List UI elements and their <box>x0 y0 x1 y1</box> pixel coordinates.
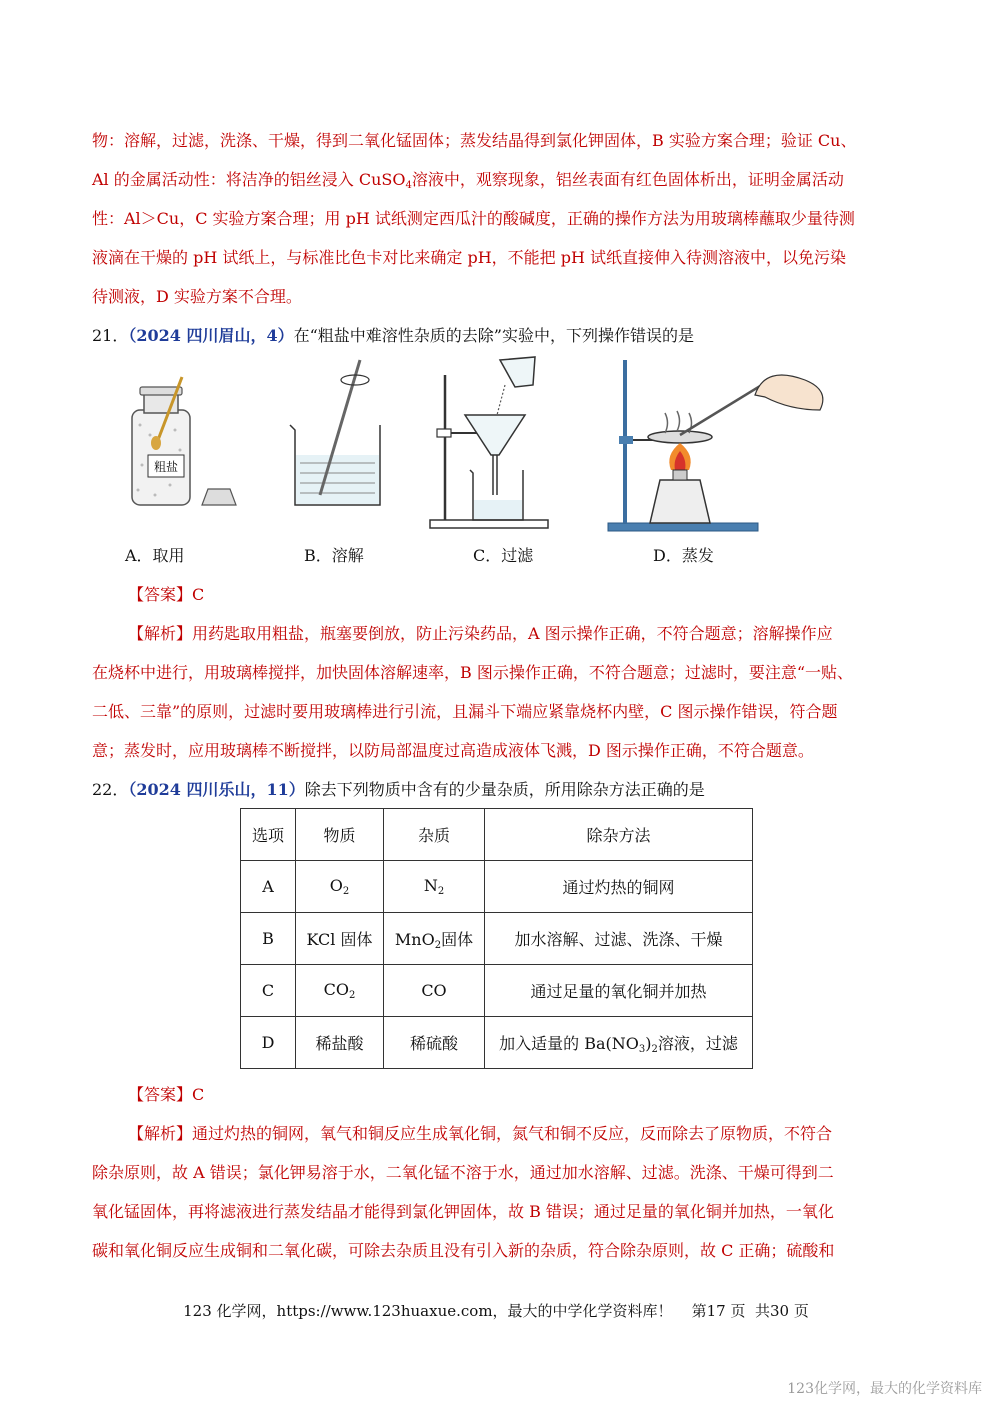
option-b-caption: B．溶解 <box>304 546 364 565</box>
table-cell: 加水溶解、过滤、洗涤、干燥 <box>485 913 753 965</box>
q21-analysis-line-3: 二低、三靠”的原则，过滤时要用玻璃棒进行引流，且漏斗下端应紧靠烧杯内壁，C 图示操作错误，符合题 <box>92 702 838 721</box>
table-cell: CO <box>384 965 485 1017</box>
table-cell: 稀盐酸 <box>296 1017 384 1069</box>
figure-a-jar <box>120 355 250 515</box>
watermark: 123化学网，最大的化学资料库 <box>787 1381 982 1397</box>
table-row <box>241 861 753 913</box>
q22-table <box>240 808 753 1069</box>
table-cell: 通过灼热的铜网 <box>485 861 753 913</box>
para-line-2: Al 的金属活动性：将洁净的铝丝浸入 CuSO$_4$溶液中，观察现象，铝丝表面有红色固体析出，证明金属活动 <box>92 170 844 191</box>
table-row <box>241 965 753 1017</box>
q22-analysis-line-3: 氧化锰固体，再将滤液进行蒸发结晶才能得到氯化钾固体，故 B 错误；通过足量的氧化铜并加热，一氧化 <box>92 1202 834 1221</box>
q22-analysis-line-4: 碳和氧化铜反应生成铜和二氧化碳，可除去杂质且没有引入新的杂质，符合除杂原则，故 C 正确；硫酸和 <box>92 1241 835 1260</box>
table-header-row <box>241 809 753 861</box>
q22-analysis-line-2: 除杂原则，故 A 错误；氯化钾易溶于水，二氧化锰不溶于水，通过加水溶解、过滤。洗涤、干燥可得到二 <box>92 1163 834 1182</box>
jar-label: 粗盐 <box>153 460 179 474</box>
q21-analysis-line-2: 在烧杯中进行，用玻璃棒搅拌，加快固体溶解速率，B 图示操作正确，不符合题意；过滤时，要注意“一贴、 <box>92 663 854 682</box>
table-cell: C <box>241 965 296 1017</box>
table-cell: D <box>241 1017 296 1069</box>
table-cell: $O_2$ <box>296 861 384 913</box>
table-cell: 稀硫酸 <box>384 1017 485 1069</box>
q21-analysis-line-1: 【解析】用药匙取用粗盐，瓶塞要倒放，防止污染药品，A 图示操作正确，不符合题意；溶解操作应 <box>128 624 833 643</box>
q22-stem: 22．（2024 四川乐山，11）除去下列物质中含有的少量杂质，所用除杂方法正确的是 <box>92 780 705 799</box>
q21-stem: 21．（2024 四川眉山，4）在“粗盐中难溶性杂质的去除”实验中，下列操作错误的是 <box>92 326 694 345</box>
figure-b-beaker <box>285 355 405 515</box>
q21-answer: 【答案】C <box>128 585 205 604</box>
table-cell: KCl 固体 <box>296 913 384 965</box>
q22-answer: 【答案】C <box>128 1085 205 1104</box>
table-cell: 通过足量的氧化铜并加热 <box>485 965 753 1017</box>
table-row <box>241 1017 753 1069</box>
option-c-caption: C．过滤 <box>473 546 534 565</box>
option-a-caption: A．取用 <box>125 546 185 565</box>
table-header: 杂质 <box>384 809 485 861</box>
table-cell: B <box>241 913 296 965</box>
table-cell: MnO$_2$固体 <box>384 913 485 965</box>
table-header: 选项 <box>241 809 296 861</box>
para-line-5: 待测液，D 实验方案不合理。 <box>92 287 302 306</box>
para-line-1: 物：溶解，过滤，洗涤、干燥，得到二氧化锰固体；蒸发结晶得到氯化钾固体，B 实验方案合理；验证 Cu、 <box>92 131 857 150</box>
table-header: 物质 <box>296 809 384 861</box>
page-footer: 123 化学网，https://www.123huaxue.com，最大的中学化学资料库！ 第17 页 共30 页 <box>183 1302 809 1320</box>
table-cell: $N_2$ <box>384 861 485 913</box>
figure-d-evaporation <box>605 355 835 535</box>
figure-c-filtration <box>425 355 555 535</box>
option-d-caption: D．蒸发 <box>653 546 714 565</box>
q21-analysis-line-4: 意；蒸发时，应用玻璃棒不断搅拌，以防局部温度过高造成液体飞溅，D 图示操作正确，不符合题意。 <box>92 741 814 760</box>
table-cell: A <box>241 861 296 913</box>
para-line-4: 液滴在干燥的 pH 试纸上，与标准比色卡对比来确定 pH，不能把 pH 试纸直接伸入待测溶液中，以免污染 <box>92 248 847 267</box>
table-header: 除杂方法 <box>485 809 753 861</box>
para-line-3: 性：Al＞Cu，C 实验方案合理；用 pH 试纸测定西瓜汁的酸碱度，正确的操作方法为用玻璃棒蘸取少量待测 <box>92 209 855 228</box>
q22-analysis-line-1: 【解析】通过灼热的铜网，氧气和铜反应生成氧化铜，氮气和铜不反应，反而除去了原物质，不符合 <box>128 1124 833 1143</box>
table-row <box>241 913 753 965</box>
table-cell: $CO_2$ <box>296 965 384 1017</box>
table-cell: 加入适量的 $Ba(NO_3)_2$溶液，过滤 <box>485 1017 753 1069</box>
